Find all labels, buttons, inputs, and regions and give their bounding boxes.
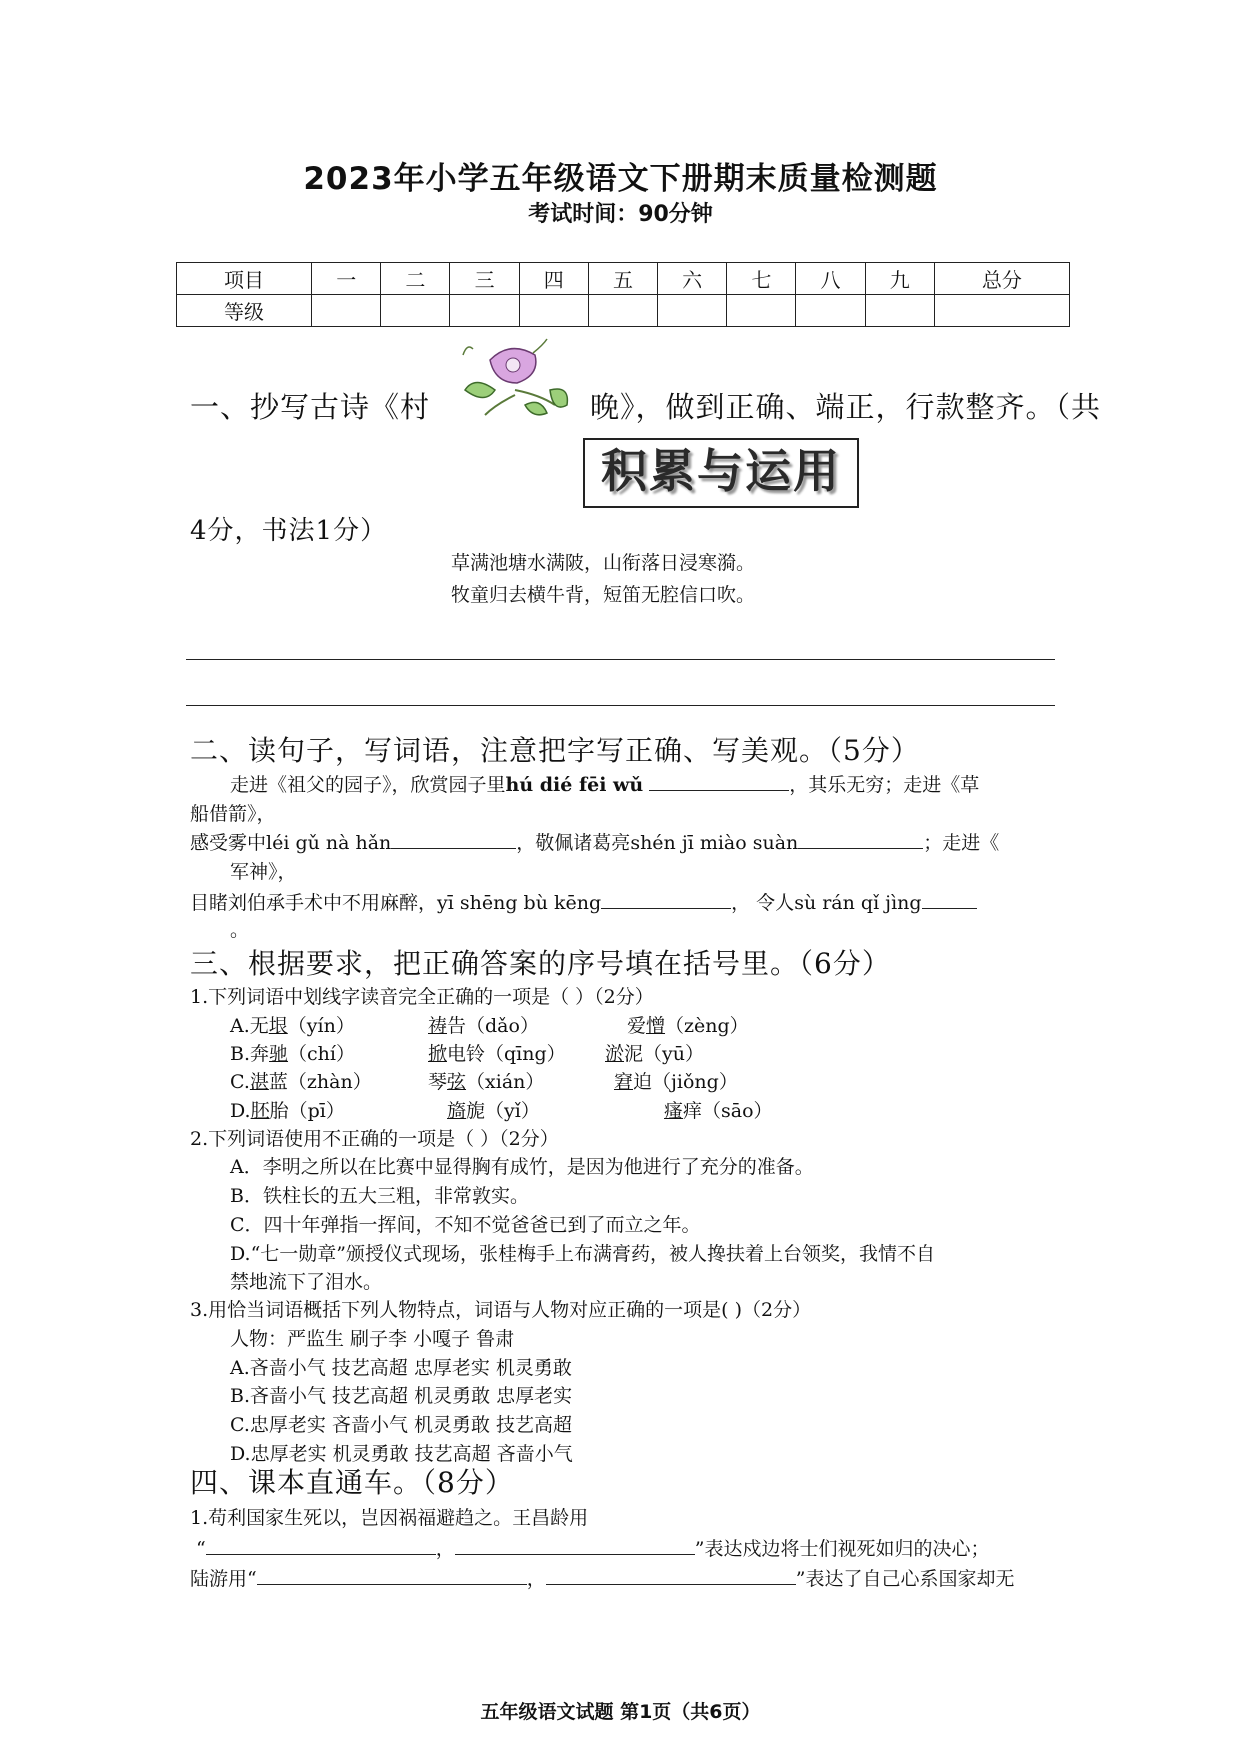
underlined-char: 祷 (428, 1015, 448, 1037)
score-cell: 六 (658, 263, 727, 295)
opt-text: 迫（jiǒng） (633, 1071, 738, 1093)
opt-text: （chí） (288, 1043, 355, 1065)
opt-text: （xián） (466, 1071, 545, 1093)
score-table (176, 262, 1070, 327)
text: ”表达了自己心系国家却无 (795, 1568, 1015, 1590)
score-cell: 九 (865, 263, 934, 295)
opt-text: 爱 (627, 1015, 647, 1037)
opt-text: （yín） (287, 1015, 355, 1037)
grade-input-cell[interactable] (934, 295, 1069, 327)
question-3-1: 1.下列词语中划线字读音完全正确的一项是（ ）（2分） (190, 986, 654, 1008)
poem-line-1: 草满池塘水满陂，山衔落日浸寒漪。 (451, 552, 756, 574)
q1-option-a-3 (627, 1011, 749, 1038)
q1-option-c-2 (428, 1067, 544, 1094)
section1-heading-cont: 晚》，做到正确、端正，行款整齐。（共 (590, 390, 1102, 424)
answer-blank[interactable] (257, 1566, 527, 1585)
q1-option-d-2 (447, 1096, 540, 1123)
underlined-char: 掀 (428, 1043, 448, 1065)
score-cell: 七 (727, 263, 796, 295)
exam-title: 2023年小学五年级语文下册期末质量检测题 (303, 161, 938, 197)
score-cell: 八 (796, 263, 865, 295)
q3-option-d[interactable]: D.忠厚老实 机灵勇敢 技艺高超 吝啬小气 (230, 1443, 573, 1465)
copy-answer-line[interactable] (186, 705, 1055, 706)
page-footer: 五年级语文试题 第1页（共6页） (480, 1701, 761, 1723)
answer-blank[interactable] (649, 772, 789, 791)
answer-blank[interactable] (391, 830, 516, 849)
text: ， (435, 1538, 455, 1560)
text: “ (196, 1538, 206, 1560)
q2-option-d-cont: 禁地流下了泪水。 (230, 1271, 383, 1293)
grade-input-cell[interactable] (381, 295, 450, 327)
score-table-grade-row (177, 295, 1070, 327)
morning-glory-flower-icon (455, 335, 575, 420)
q1-option-c-3 (614, 1067, 738, 1094)
answer-blank[interactable] (798, 830, 923, 849)
question-4-1-line-2 (196, 1534, 989, 1561)
opt-text: 蓝（zhàn） (268, 1071, 372, 1093)
section2-line-3 (190, 828, 999, 855)
score-cell: 三 (450, 263, 519, 295)
section3-heading: 三、根据要求，把正确答案的序号填在括号里。（6分） (190, 947, 891, 980)
answer-blank[interactable] (455, 1536, 695, 1555)
text: ，其乐无穷；走进《草 (789, 774, 980, 796)
text: 走进《祖父的园子》，欣赏园子里 (230, 774, 506, 796)
answer-blank[interactable] (206, 1536, 436, 1555)
opt-text: 旎（yǐ） (466, 1100, 540, 1122)
q3-option-c[interactable]: C.忠厚老实 吝啬小气 机灵勇敢 技艺高超 (230, 1414, 573, 1436)
question-4-1: 1.苟利国家生死以，岂因祸福避趋之。王昌龄用 (190, 1507, 589, 1529)
opt-text: A.无 (230, 1015, 269, 1037)
q1-option-d[interactable] (230, 1096, 345, 1123)
underlined-char: 胚 (250, 1100, 270, 1122)
q2-option-a[interactable]: A．李明之所以在比赛中显得胸有成竹，是因为他进行了充分的准备。 (230, 1156, 814, 1178)
opt-text: 痒（sāo） (683, 1100, 773, 1122)
q3-people: 人物：严监生 刷子李 小嘎子 鲁肃 (230, 1328, 515, 1350)
score-cell: 等级 (177, 295, 312, 327)
pinyin: hú dié fēi wǔ (505, 774, 644, 796)
underlined-char: 垠 (268, 1015, 288, 1037)
poem-line-2: 牧童归去横牛背，短笛无腔信口吹。 (451, 584, 756, 606)
text: ， (526, 1568, 546, 1590)
copy-answer-line[interactable] (186, 659, 1055, 660)
answer-blank[interactable] (922, 890, 977, 909)
pinyin: sù rán qǐ jìng (794, 892, 922, 914)
section4-heading: 四、课本直通车。（8分） (190, 1466, 514, 1499)
score-cell: 五 (588, 263, 657, 295)
text: 目睹刘伯承手术中不用麻醉， (190, 892, 438, 914)
q3-option-b[interactable]: B.吝啬小气 技艺高超 机灵勇敢 忠厚老实 (230, 1385, 573, 1407)
section1-heading-end: 4分，书法1分） (190, 516, 388, 546)
question-3-3: 3.用恰当词语概括下列人物特点，词语与人物对应正确的一项是( )（2分） (190, 1299, 812, 1321)
grade-input-cell[interactable] (519, 295, 588, 327)
opt-text: D. (230, 1100, 251, 1122)
q1-option-b[interactable] (230, 1039, 355, 1066)
pinyin: yī shēng bù kēng (437, 892, 602, 914)
opt-text: 琴 (428, 1071, 448, 1093)
opt-text: B.奔 (230, 1043, 270, 1065)
q3-option-a[interactable]: A.吝啬小气 技艺高超 忠厚老实 机灵勇敢 (230, 1357, 572, 1379)
q1-option-a[interactable] (230, 1011, 355, 1038)
underlined-char: 淤 (605, 1043, 625, 1065)
question-3-2: 2.下列词语使用不正确的一项是（ ）（2分） (190, 1128, 559, 1150)
grade-input-cell[interactable] (312, 295, 381, 327)
opt-text: （zèng） (665, 1015, 749, 1037)
answer-blank[interactable] (546, 1566, 796, 1585)
score-cell: 二 (381, 263, 450, 295)
question-4-1-line-3 (190, 1564, 1014, 1591)
underlined-char: 窘 (614, 1071, 634, 1093)
accumulation-badge: 积累与运用 (583, 438, 859, 508)
text: ”表达戍边将士们视死如归的决心； (694, 1538, 990, 1560)
section1-heading-start: 一、抄写古诗《村 (190, 390, 431, 424)
section2-line-1 (230, 770, 979, 797)
text: ；走进《 (923, 832, 1000, 854)
text: ，敬佩诸葛亮 (516, 832, 631, 854)
score-table-header-row (177, 263, 1070, 295)
opt-text: 泥（yū） (624, 1043, 704, 1065)
pinyin: léi gǔ nà hǎn (266, 832, 392, 854)
exam-duration: 考试时间：90分钟 (528, 202, 713, 227)
opt-text: 电铃（qīng） (447, 1043, 566, 1065)
answer-blank[interactable] (601, 890, 731, 909)
q1-option-b-3 (605, 1039, 704, 1066)
score-cell: 项目 (177, 263, 312, 295)
text: 感受雾中 (190, 832, 267, 854)
q2-option-c[interactable]: C．四十年弹指一挥间，不知不觉爸爸已到了而立之年。 (230, 1214, 701, 1236)
score-cell: 总分 (934, 263, 1069, 295)
q1-option-d-3 (664, 1096, 773, 1123)
opt-text: C. (230, 1071, 250, 1093)
q2-option-b[interactable]: B．铁柱长的五大三粗，非常敦实。 (230, 1185, 529, 1207)
q1-option-c[interactable] (230, 1067, 372, 1094)
score-cell: 四 (519, 263, 588, 295)
section2-line-2: 船借箭》， (190, 803, 276, 825)
section2-line-5 (190, 888, 977, 915)
section2-line-6: 。 (230, 919, 250, 941)
grade-input-cell[interactable] (658, 295, 727, 327)
text: ， 令人 (731, 892, 795, 914)
pinyin: shén jī miào suàn (630, 832, 799, 854)
section2-line-4: 军神》， (230, 861, 297, 883)
opt-text: 胎（pī） (269, 1100, 345, 1122)
score-cell: 一 (312, 263, 381, 295)
grade-input-cell[interactable] (450, 295, 519, 327)
text: 陆游用“ (190, 1568, 257, 1590)
q1-option-a-2 (428, 1011, 539, 1038)
section2-heading: 二、读句子，写词语，注意把字写正确、写美观。（5分） (190, 734, 920, 767)
q1-option-b-2 (428, 1039, 566, 1066)
q2-option-d[interactable]: D.“七一勋章”颁授仪式现场，张桂梅手上布满膏药，被人搀扶着上台领奖，我情不自 (230, 1243, 936, 1265)
grade-input-cell[interactable] (796, 295, 865, 327)
underlined-char: 驰 (269, 1043, 289, 1065)
grade-input-cell[interactable] (727, 295, 796, 327)
grade-input-cell[interactable] (588, 295, 657, 327)
grade-input-cell[interactable] (865, 295, 934, 327)
underlined-char: 瘙 (664, 1100, 684, 1122)
opt-text: 告（dǎo） (447, 1015, 539, 1037)
underlined-char: 旖 (447, 1100, 467, 1122)
underlined-char: 弦 (447, 1071, 467, 1093)
underlined-char: 湛 (249, 1071, 269, 1093)
underlined-char: 憎 (646, 1015, 666, 1037)
